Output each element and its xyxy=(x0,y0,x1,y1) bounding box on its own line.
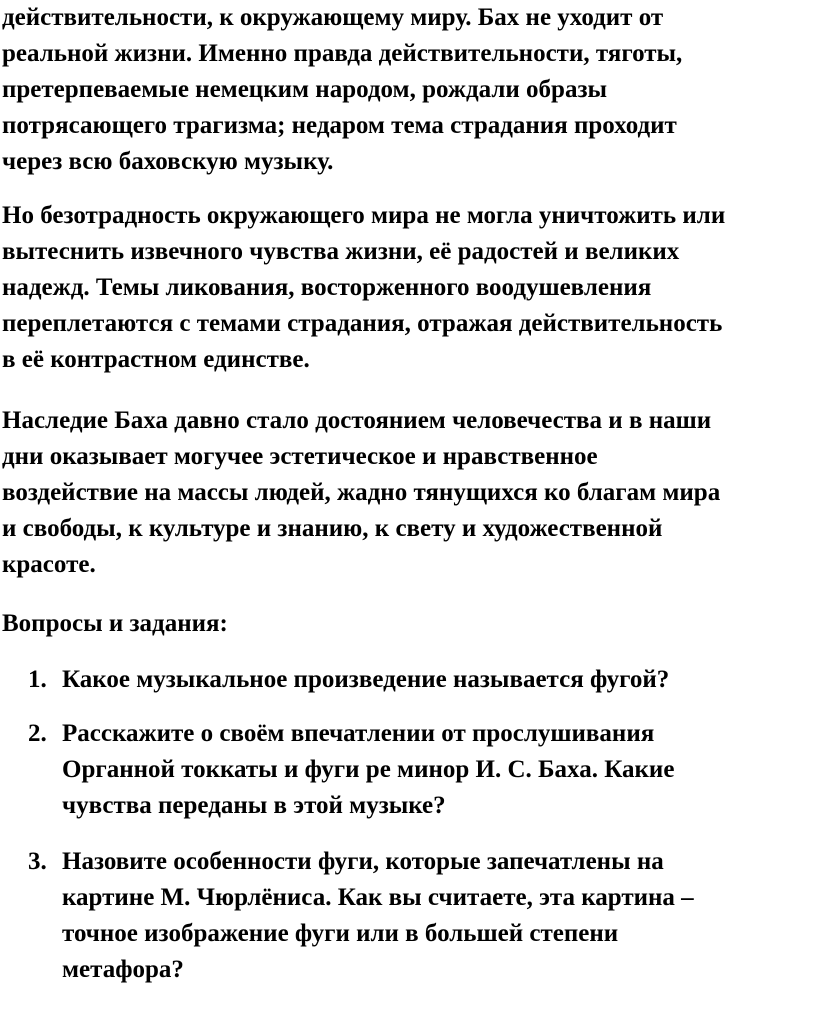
question-line: Какое музыкальное произведение называется фугой? xyxy=(62,666,670,693)
question-number: 2. xyxy=(28,720,47,747)
paragraph-line: действительности, к окружающему миру. Бах не уходит от xyxy=(2,4,664,31)
paragraph-3 xyxy=(2,403,814,583)
question-item-3 xyxy=(0,844,816,988)
paragraph-1 xyxy=(2,0,814,180)
paragraph-line: красоте. xyxy=(2,551,96,578)
question-line: Назовите особенности фуги, которые запечатлены на xyxy=(62,848,664,875)
question-line: метафора? xyxy=(62,956,184,983)
paragraph-line: в её контрастном единстве. xyxy=(2,346,310,373)
paragraph-line: дни оказывает могучее эстетическое и нравственное xyxy=(2,443,598,470)
question-line: Расскажите о своём впечатлении от прослушивания xyxy=(62,720,655,747)
paragraph-line: потрясающего трагизма; недаром тема страдания проходит xyxy=(2,112,677,139)
question-line: чувства переданы в этой музыке? xyxy=(62,792,446,819)
paragraph-line: вытеснить извечного чувства жизни, её радостей и великих xyxy=(2,238,680,265)
paragraph-line: через всю баховскую музыку. xyxy=(2,148,334,175)
paragraph-line: Но безотрадность окружающего мира не могла уничтожить или xyxy=(2,202,726,229)
paragraph-line: переплетаются с темами страдания, отражая действительность xyxy=(2,310,723,337)
question-line: Органной токкаты и фуги ре минор И. С. Баха. Какие xyxy=(62,756,675,783)
paragraph-line: Наследие Баха давно стало достоянием человечества и в наши xyxy=(2,407,712,434)
paragraph-line: и свободы, к культуре и знанию, к свету и художественной xyxy=(2,515,663,542)
paragraph-line: надежд. Темы ликования, восторженного воодушевления xyxy=(2,274,652,301)
question-number: 1. xyxy=(28,666,47,693)
question-item-2 xyxy=(0,716,816,824)
paragraph-2 xyxy=(2,198,814,378)
question-line: точное изображение фуги или в большей степени xyxy=(62,920,619,947)
paragraph-line: претерпеваемые немецким народом, рождали образы xyxy=(2,76,608,103)
question-number: 3. xyxy=(28,848,47,875)
question-line: картине М. Чюрлёниса. Как вы считаете, эта картина – xyxy=(62,884,694,911)
questions-heading: Вопросы и задания: xyxy=(2,610,228,637)
question-item-1 xyxy=(0,662,816,698)
paragraph-line: воздействие на массы людей, жадно тянущихся ко благам мира xyxy=(2,479,721,506)
paragraph-line: реальной жизни. Именно правда действительности, тяготы, xyxy=(2,40,683,67)
